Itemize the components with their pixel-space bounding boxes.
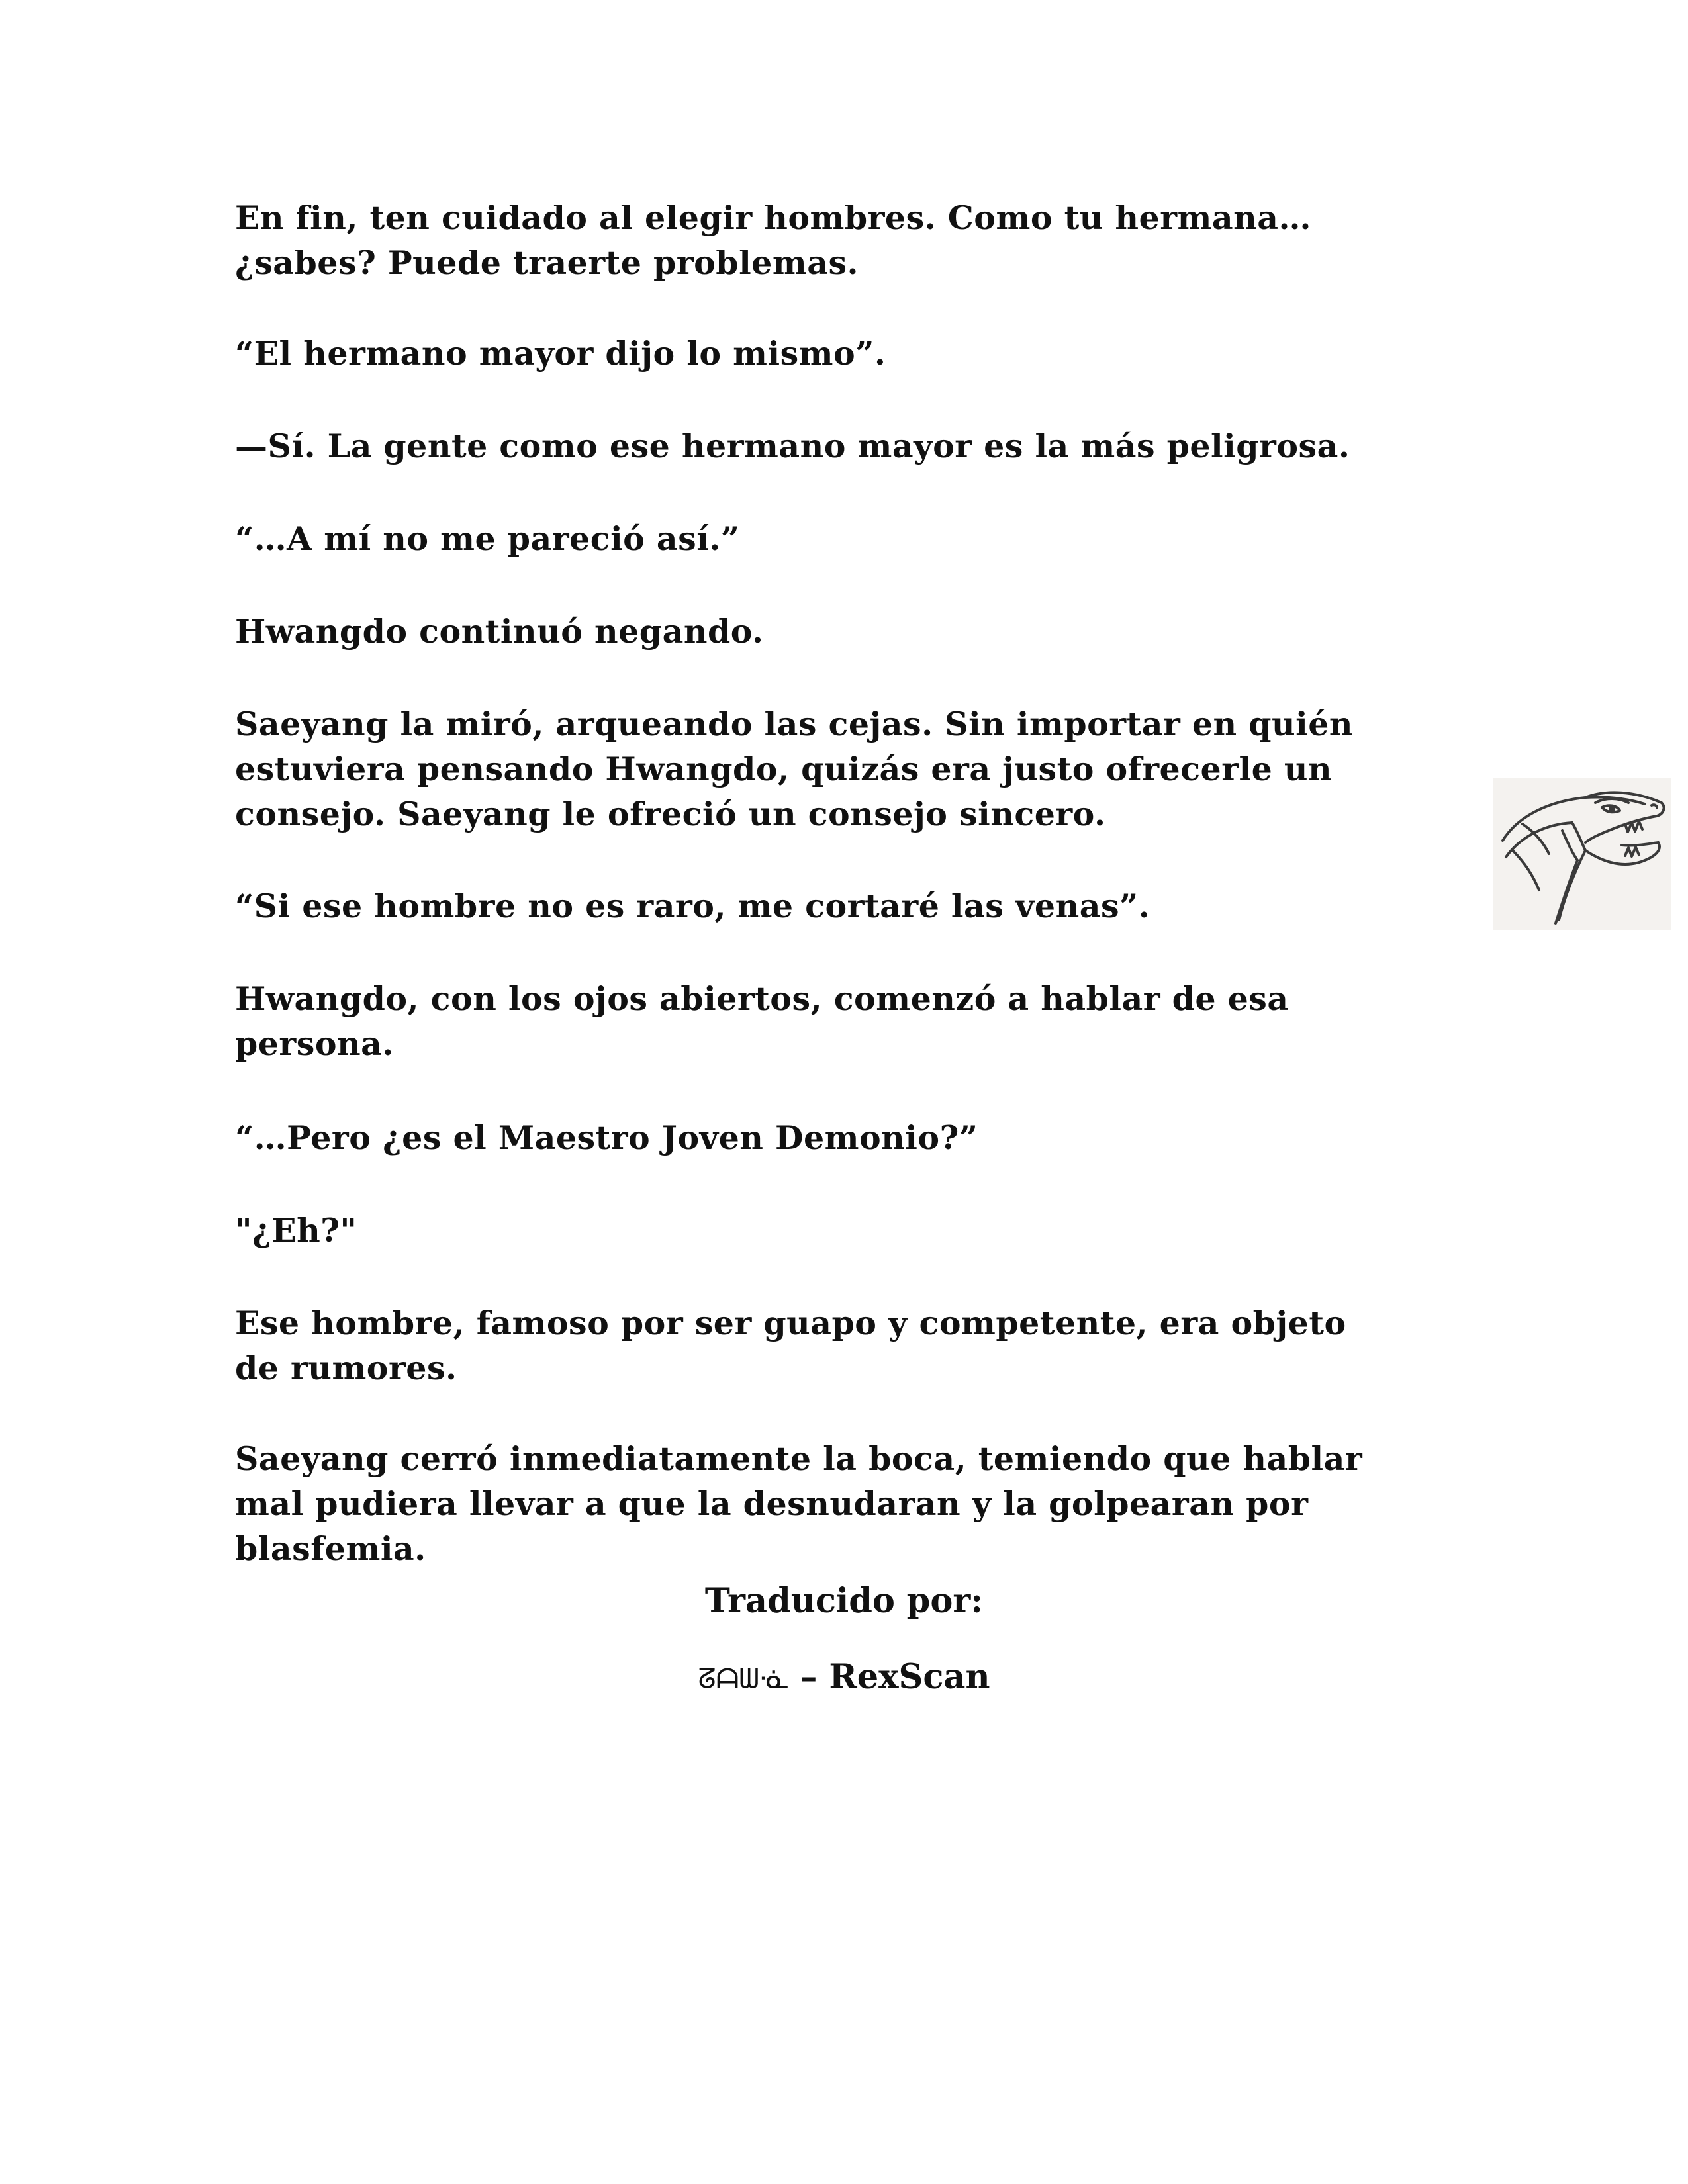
paragraph-3: —Sí. La gente como ese hermano mayor es la más peligrosa. (235, 427, 1350, 465)
translator-signature: ᘔᗩᗯᓍ (698, 1662, 789, 1695)
paragraph-11: Ese hombre, famoso por ser guapo y competente, era objeto de rumores. (235, 1304, 1346, 1387)
paragraph-1: En fin, ten cuidado al elegir hombres. Como tu hermana… ¿sabes? Puede traerte problemas. (235, 199, 1311, 282)
paragraph-5: Hwangdo continuó negando. (235, 612, 764, 651)
credits-line (0, 1655, 1688, 1702)
paragraph-8: Hwangdo, con los ojos abiertos, comenzó a hablar de esa persona. (235, 979, 1289, 1063)
paragraph-10: "¿Eh?" (235, 1211, 357, 1250)
dinosaur-head-icon (1493, 778, 1671, 930)
paragraph-4: “…A mí no me pareció así.” (235, 520, 740, 558)
scan-group-name: RexScan (829, 1657, 990, 1697)
paragraph-9: “…Pero ¿es el Maestro Joven Demonio?” (235, 1118, 978, 1157)
paragraph-2: “El hermano mayor dijo lo mismo”. (235, 334, 886, 373)
paragraph-7: “Si ese hombre no es raro, me cortaré las venas”. (235, 887, 1150, 925)
paragraph-6: Saeyang la miró, arqueando las cejas. Sin importar en quién estuviera pensando Hwangdo, quizás era justo ofrecerle un consejo. Saeyang le ofreció un consejo sincero. (235, 705, 1354, 833)
paragraph-12: Saeyang cerró inmediatamente la boca, temiendo que hablar mal pudiera llevar a que la desnudaran y la golpearan por blasfemia. (235, 1439, 1363, 1568)
credits-heading: Traducido por: (704, 1581, 984, 1621)
credits-separator: – (800, 1657, 818, 1697)
